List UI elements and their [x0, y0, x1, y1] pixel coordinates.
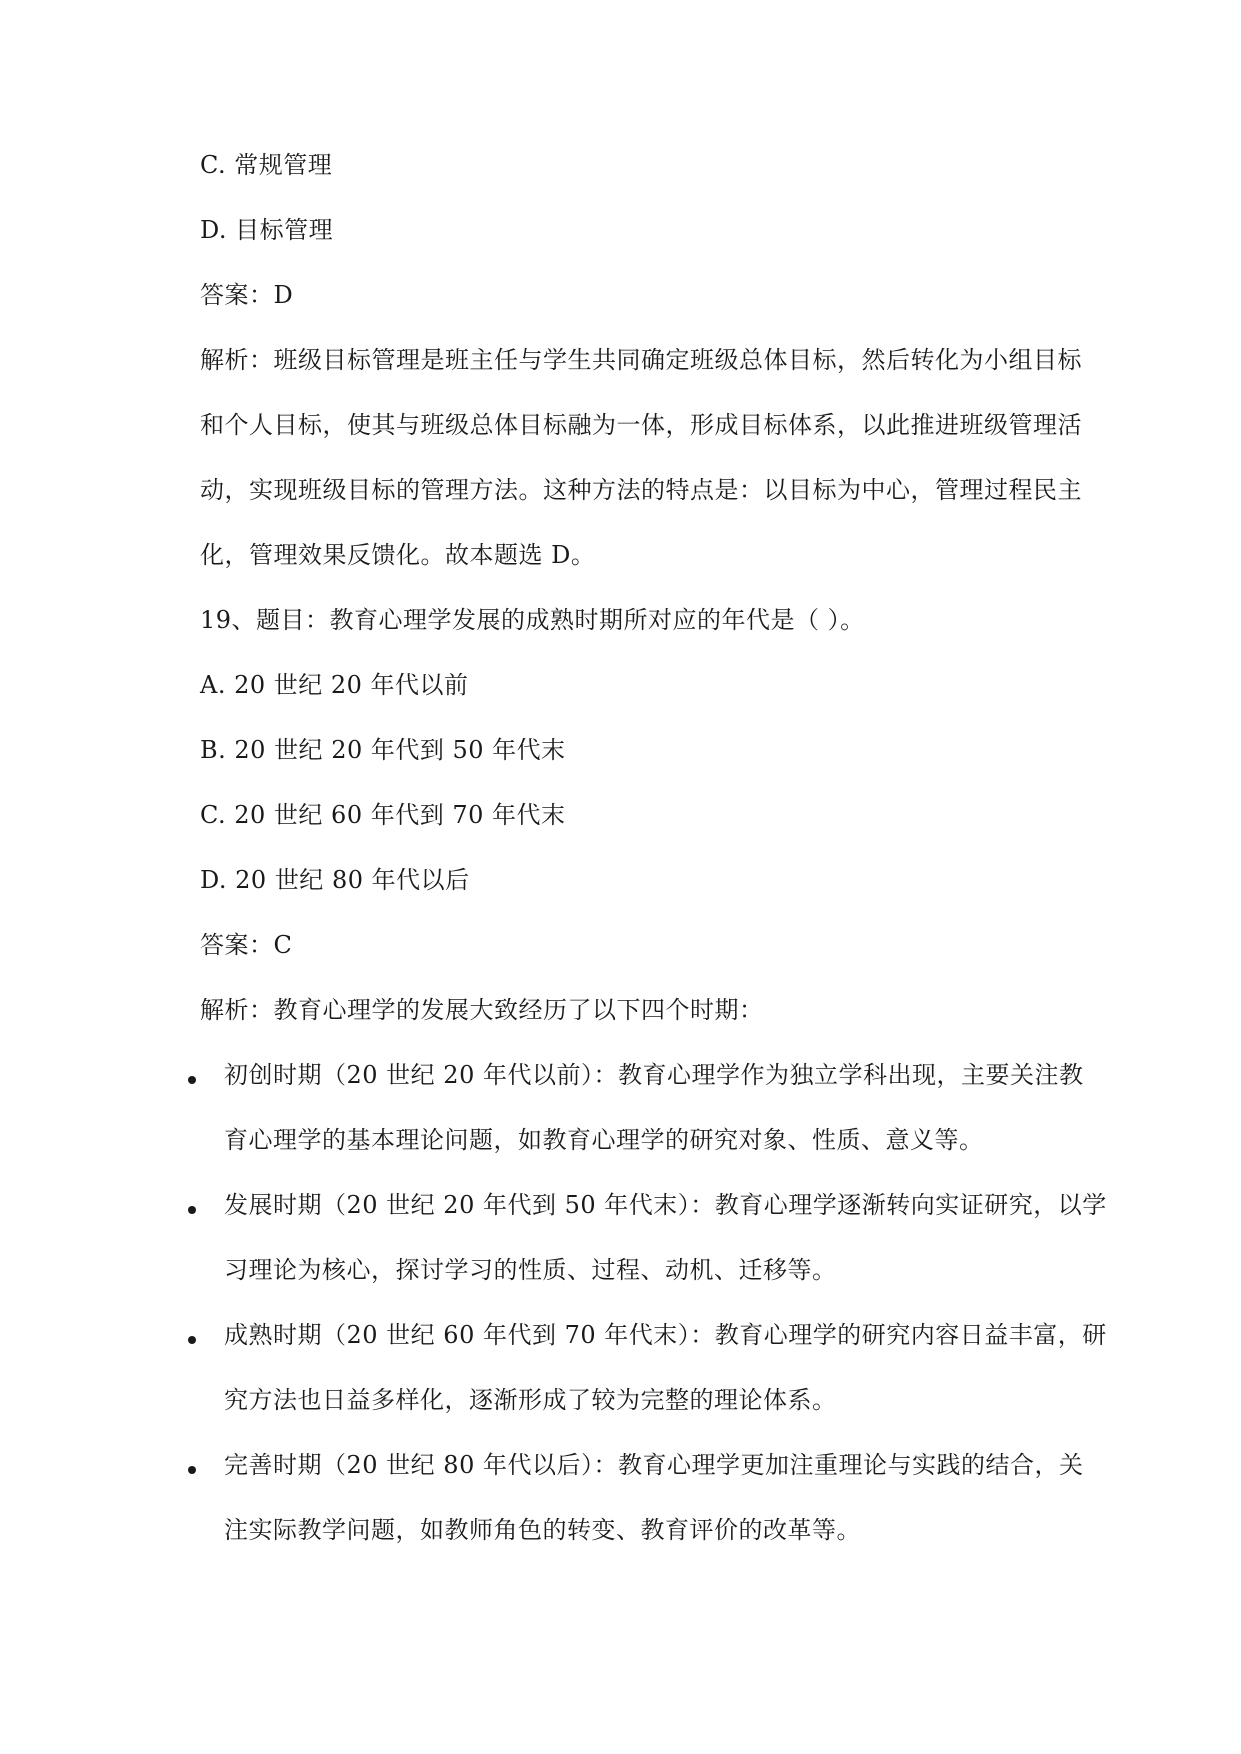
- q18-option-d: D. 目标管理: [200, 216, 334, 244]
- q18-analysis-line-1: 解析：班级目标管理是班主任与学生共同确定班级总体目标，然后转化为小组目标: [200, 346, 1082, 374]
- bullet-dot-icon: [188, 1466, 196, 1474]
- q18-analysis-line-3: 动，实现班级目标的管理方法。这种方法的特点是：以目标为中心，管理过程民主: [200, 476, 1082, 504]
- period-1-line-1: 初创时期（20 世纪 20 年代以前）：教育心理学作为独立学科出现，主要关注教: [224, 1061, 1084, 1089]
- period-4-line-1: 完善时期（20 世纪 80 年代以后）：教育心理学更加注重理论与实践的结合，关: [224, 1451, 1084, 1479]
- bullet-dot-icon: [188, 1076, 196, 1084]
- q18-option-c: C. 常规管理: [200, 151, 333, 179]
- period-3-line-2: 究方法也日益多样化，逐渐形成了较为完整的理论体系。: [224, 1386, 837, 1414]
- period-2-line-1: 发展时期（20 世纪 20 年代到 50 年代末）：教育心理学逐渐转向实证研究，以学: [224, 1191, 1107, 1219]
- q19-question: 19、题目：教育心理学发展的成熟时期所对应的年代是（ ）。: [200, 606, 865, 634]
- period-2-line-2: 习理论为核心，探讨学习的性质、过程、动机、迁移等。: [224, 1256, 837, 1284]
- q19-answer: 答案：C: [200, 931, 293, 959]
- q19-option-c: C. 20 世纪 60 年代到 70 年代末: [200, 801, 566, 829]
- bullet-dot-icon: [188, 1206, 196, 1214]
- q18-analysis-line-2: 和个人目标，使其与班级总体目标融为一体，形成目标体系，以此推进班级管理活: [200, 411, 1082, 439]
- q18-analysis-line-4: 化，管理效果反馈化。故本题选 D。: [200, 541, 596, 569]
- bullet-dot-icon: [188, 1336, 196, 1344]
- q19-option-b: B. 20 世纪 20 年代到 50 年代末: [200, 736, 566, 764]
- q19-option-a: A. 20 世纪 20 年代以前: [200, 671, 469, 699]
- period-3-line-1: 成熟时期（20 世纪 60 年代到 70 年代末）：教育心理学的研究内容日益丰富，研: [224, 1321, 1107, 1349]
- q18-answer: 答案：D: [200, 281, 294, 309]
- q19-analysis-intro: 解析：教育心理学的发展大致经历了以下四个时期：: [200, 996, 764, 1024]
- period-4-line-2: 注实际教学问题，如教师角色的转变、教育评价的改革等。: [224, 1516, 861, 1544]
- period-1-line-2: 育心理学的基本理论问题，如教育心理学的研究对象、性质、意义等。: [224, 1126, 984, 1154]
- q19-option-d: D. 20 世纪 80 年代以后: [200, 866, 470, 894]
